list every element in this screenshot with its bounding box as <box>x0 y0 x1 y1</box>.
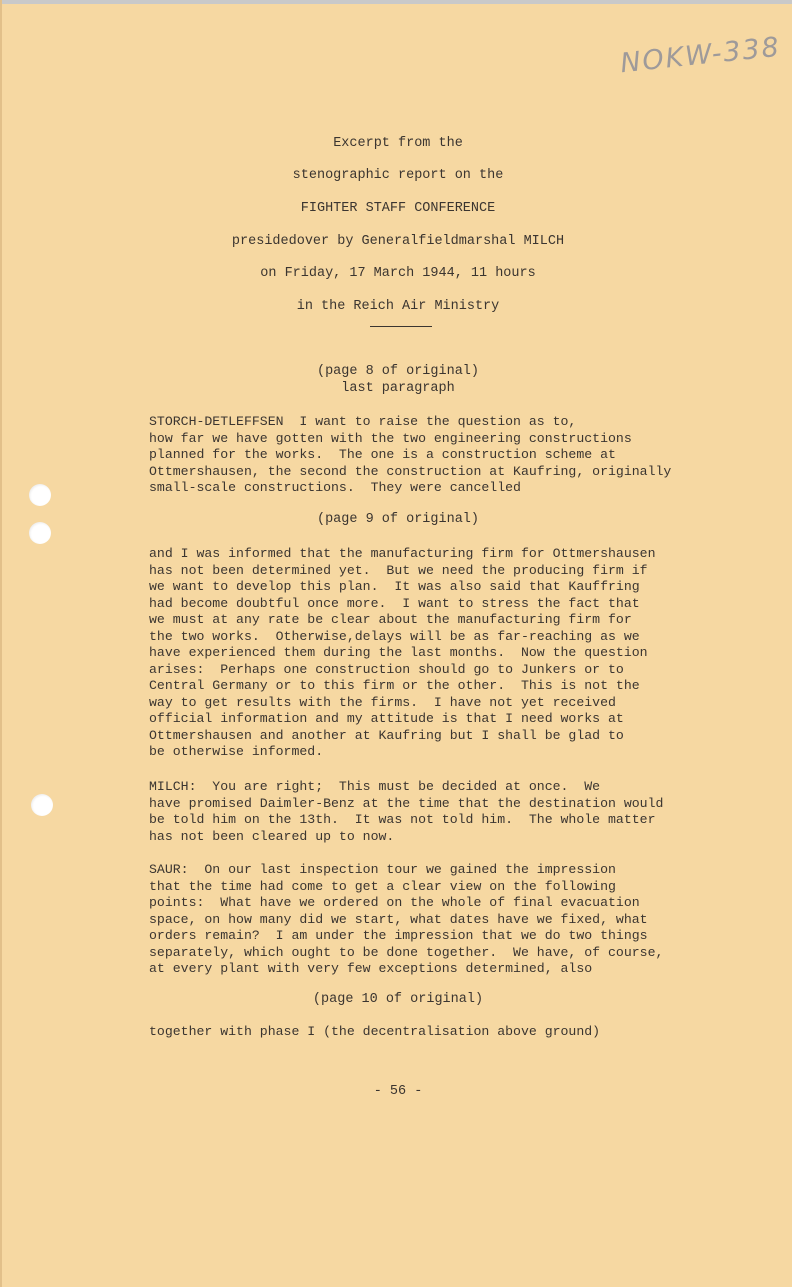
punch-hole <box>29 484 51 506</box>
punch-hole <box>31 794 53 816</box>
title-line-excerpt: Excerpt from the <box>333 136 463 151</box>
paragraph-continued: and I was informed that the manufacturing firm for Ottmershausen has not been determined yet. But we need the producing firm if we want to develop this plan. It was also said that Kauffring had become doubtful once more. I want to stress the fact that we must at any rate be clear about the manufacturing firm for the two works. Otherwise,delays will be as far-reaching as we have experienced them during the last months. Now the question arises: Perhaps one construction should go to Junkers or to Central Germany or to this firm or the other. This is not the way to get results with the firms. I have not yet received official information and my attitude is that I need works at Ottmershausen and another at Kaufring but I shall be glad to be otherwise informed. <box>149 546 656 759</box>
page-number: - 56 - <box>373 1084 423 1099</box>
page-reference: (page 10 of original) <box>312 992 484 1007</box>
page-reference: (page 9 of original) <box>316 512 480 527</box>
title-line-location: in the Reich Air Ministry <box>296 299 500 314</box>
title-line-conference: FIGHTER STAFF CONFERENCE <box>300 201 496 216</box>
archive-stamp: NOKW-338 <box>618 31 783 80</box>
title-divider <box>370 326 432 327</box>
page-reference-sub: last paragraph <box>341 381 455 396</box>
scan-edge <box>2 0 792 4</box>
paragraph-saur: SAUR: On our last inspection tour we gained the impression that the time had come to get a clear view on the following points: What have we ordered on the whole of final evacuation space, on how many did we start, what dates have we fixed, what orders remain? I am under the impression that we do two things separately, which ought to be done together. We have, of course, at every plant with very few exceptions determined, also <box>149 862 664 976</box>
paragraph-continued: together with phase I (the decentralisation above ground) <box>149 1024 601 1039</box>
title-line-report: stenographic report on the <box>292 168 504 183</box>
page-reference: (page 8 of original) <box>316 364 480 379</box>
title-line-date: on Friday, 17 March 1944, 11 hours <box>260 266 536 281</box>
paragraph-storch-detleffsen: STORCH-DETLEFFSEN I want to raise the question as to, how far we have gotten with the two engineering constructions planned for the works. The one is a construction scheme at Ottmershausen, the second the construction at Kaufring, originally small-scale constructions. They were cancelled <box>149 414 672 495</box>
paragraph-milch: MILCH: You are right; This must be decided at once. We have promised Daimler-Benz at the time that the destination would be told him on the 13th. It was not told him. The whole matter has not been cleared up to now. <box>149 779 664 844</box>
title-line-presided: presidedover by Generalfieldmarshal MILCH <box>231 234 565 249</box>
